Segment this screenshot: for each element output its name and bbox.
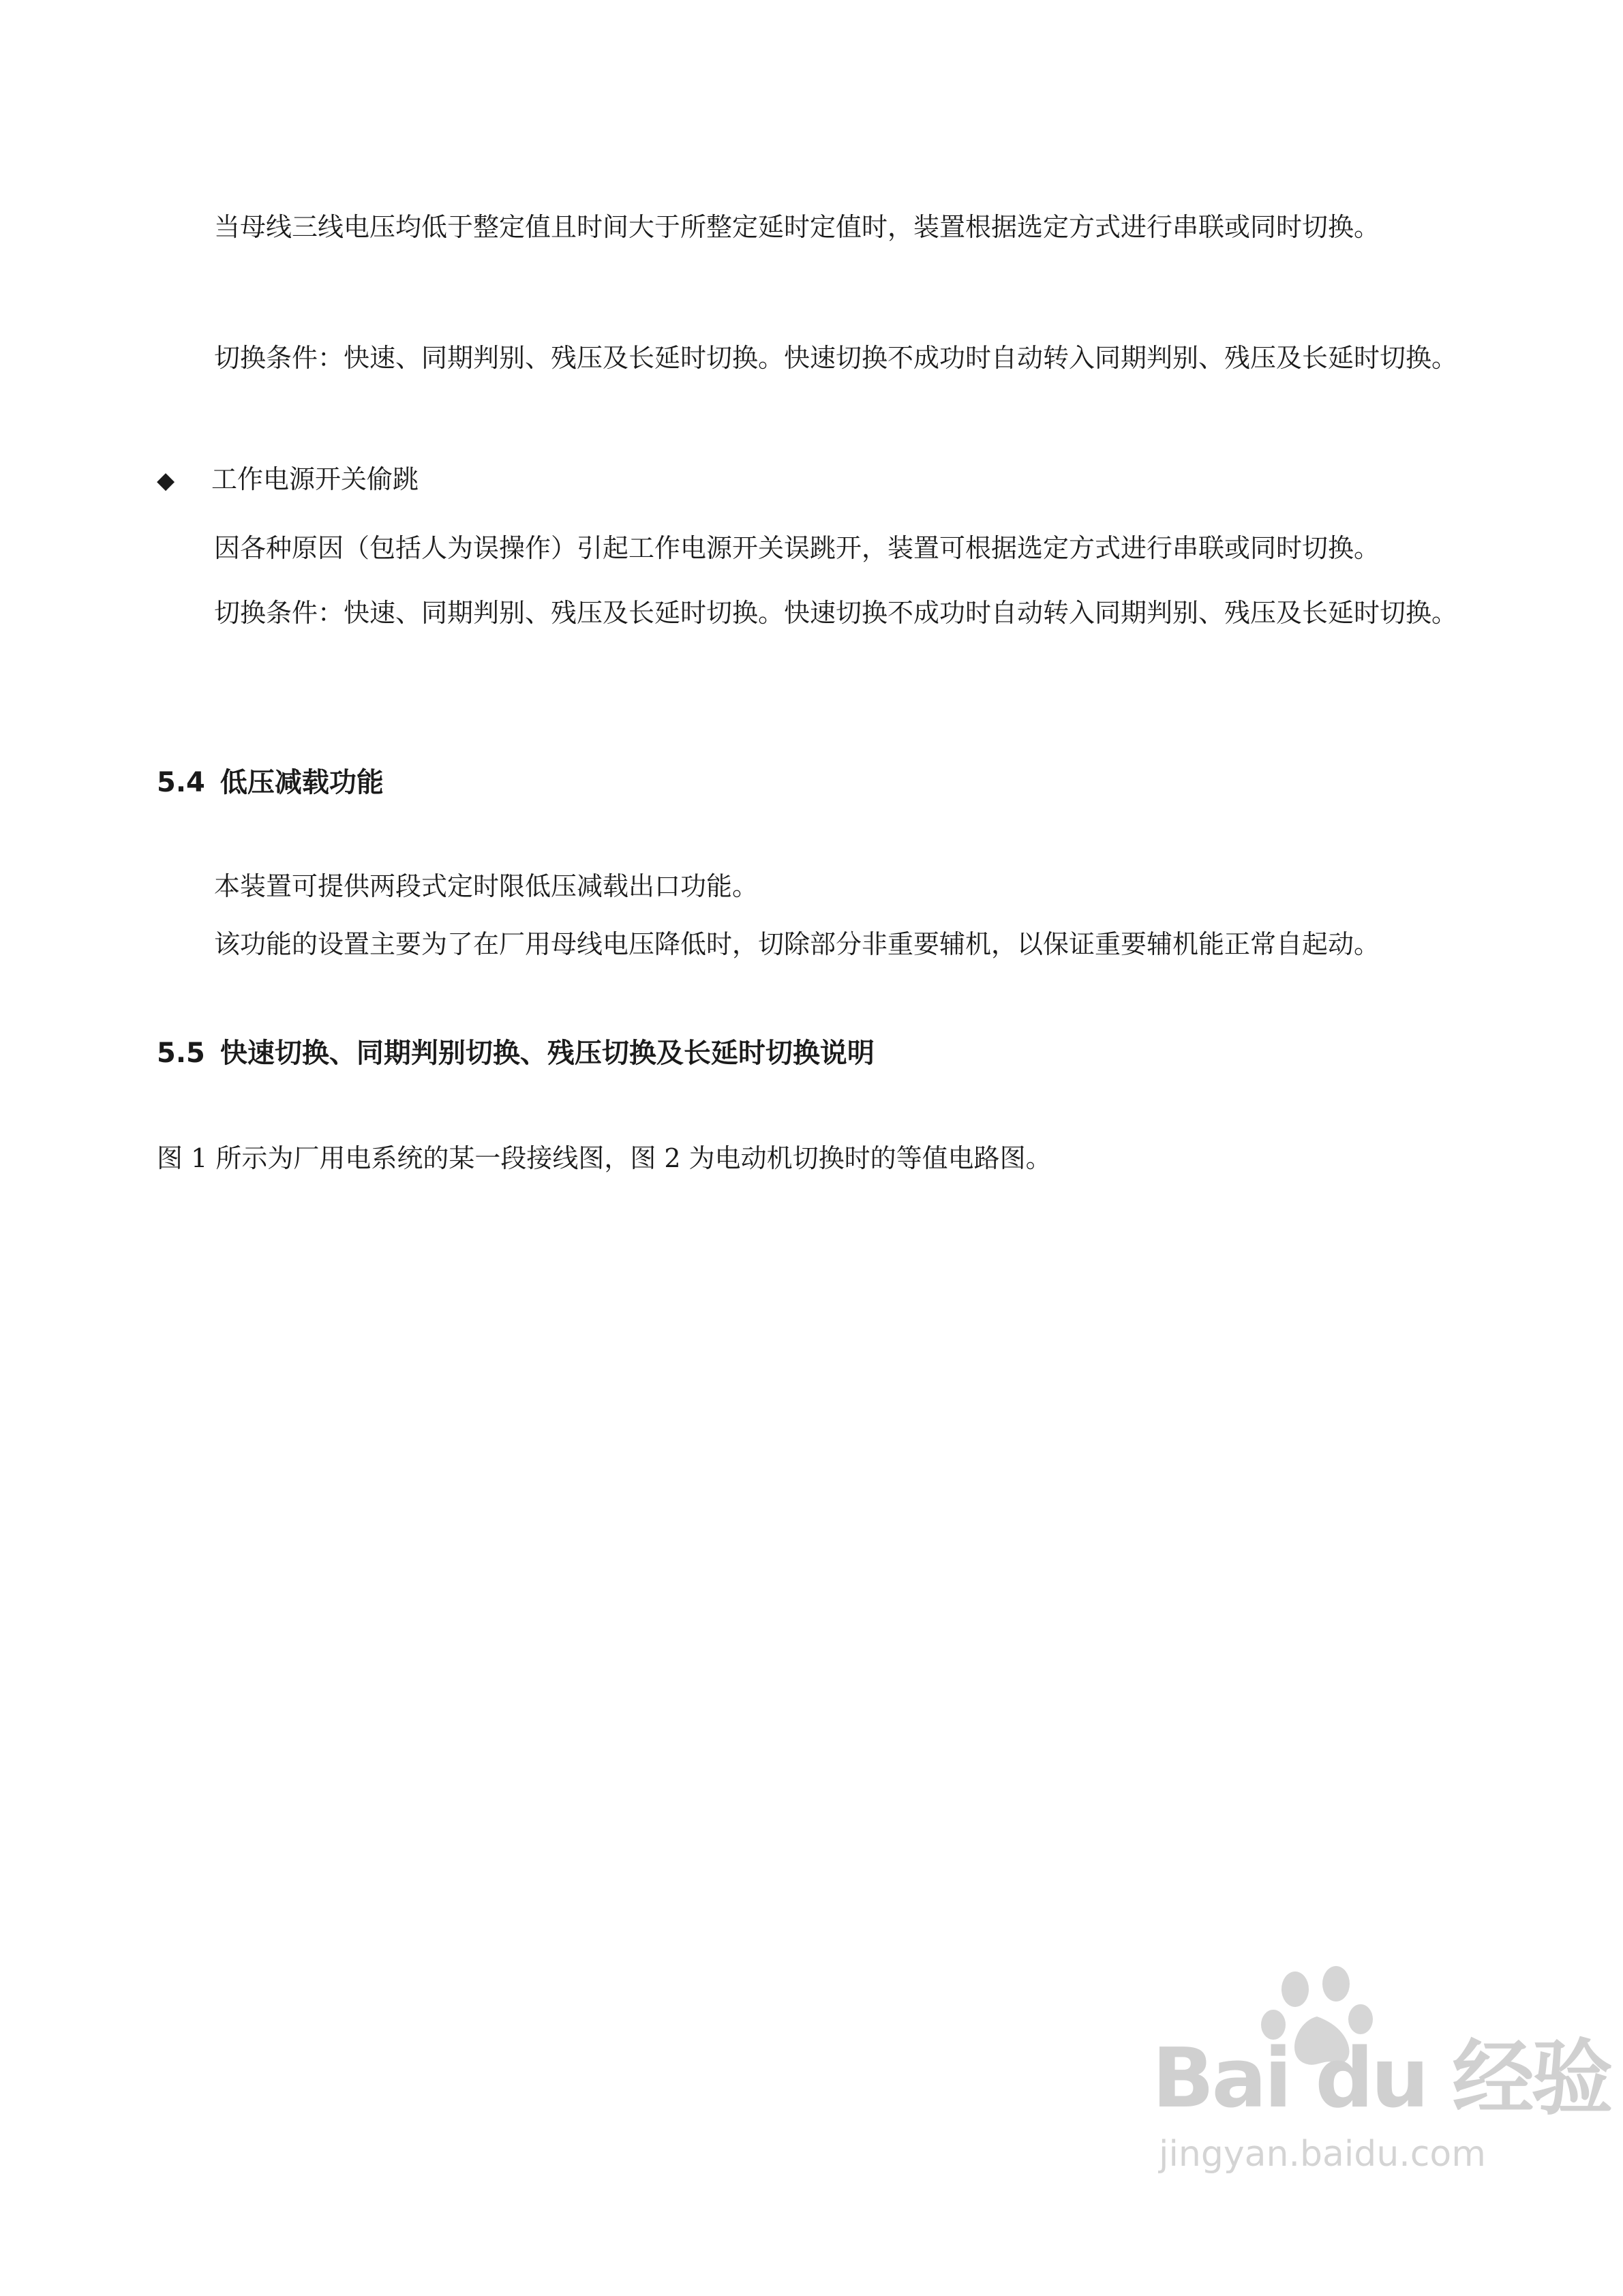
paragraph-figure-reference: 图 1 所示为厂用电系统的某一段接线图，图 2 为电动机切换时的等值电路图。 (157, 1143, 1052, 1173)
paragraph-load-shedding-purpose: 该功能的设置主要为了在厂用母线电压降低时，切除部分非重要辅机，以保证重要辅机能正常自起动。 (214, 929, 1380, 959)
paragraph-switch-conditions-2: 切换条件：快速、同期判别、残压及长延时切换。快速切换不成功时自动转入同期判别、残压及长延时切换。 (214, 598, 1458, 628)
baidu-watermark (1152, 2031, 1611, 2181)
watermark-logo-text: Bai du 经验 (1152, 2031, 1611, 2126)
paragraph-load-shedding-intro: 本装置可提供两段式定时限低压减载出口功能。 (214, 871, 759, 901)
bullet-item-breaker-trip (157, 455, 419, 504)
section-number: 5.4 (157, 767, 205, 798)
paragraph-bus-voltage-low: 当母线三线电压均低于整定值且时间大于所整定延时定值时，装置根据选定方式进行串联或同时切换。 (214, 212, 1380, 242)
section-title: 快速切换、同期判别切换、残压切换及长延时切换说明 (219, 1038, 875, 1069)
paragraph-breaker-mis-trip: 因各种原因（包括人为误操作）引起工作电源开关误跳开，装置可根据选定方式进行串联或同时切换。 (214, 533, 1380, 563)
watermark-url: jingyan.baidu.com (1159, 2134, 1486, 2175)
paragraph-switch-conditions-1: 切换条件：快速、同期判别、残压及长延时切换。快速切换不成功时自动转入同期判别、残压及长延时切换。 (214, 343, 1458, 373)
bullet-item-label: 工作电源开关偷跳 (211, 464, 419, 494)
diamond-bullet-icon: ◆ (157, 467, 175, 494)
section-heading-5-5 (157, 1033, 875, 1074)
section-heading-5-4 (157, 762, 384, 803)
section-title: 低压减载功能 (219, 767, 384, 798)
section-number: 5.5 (157, 1038, 205, 1069)
